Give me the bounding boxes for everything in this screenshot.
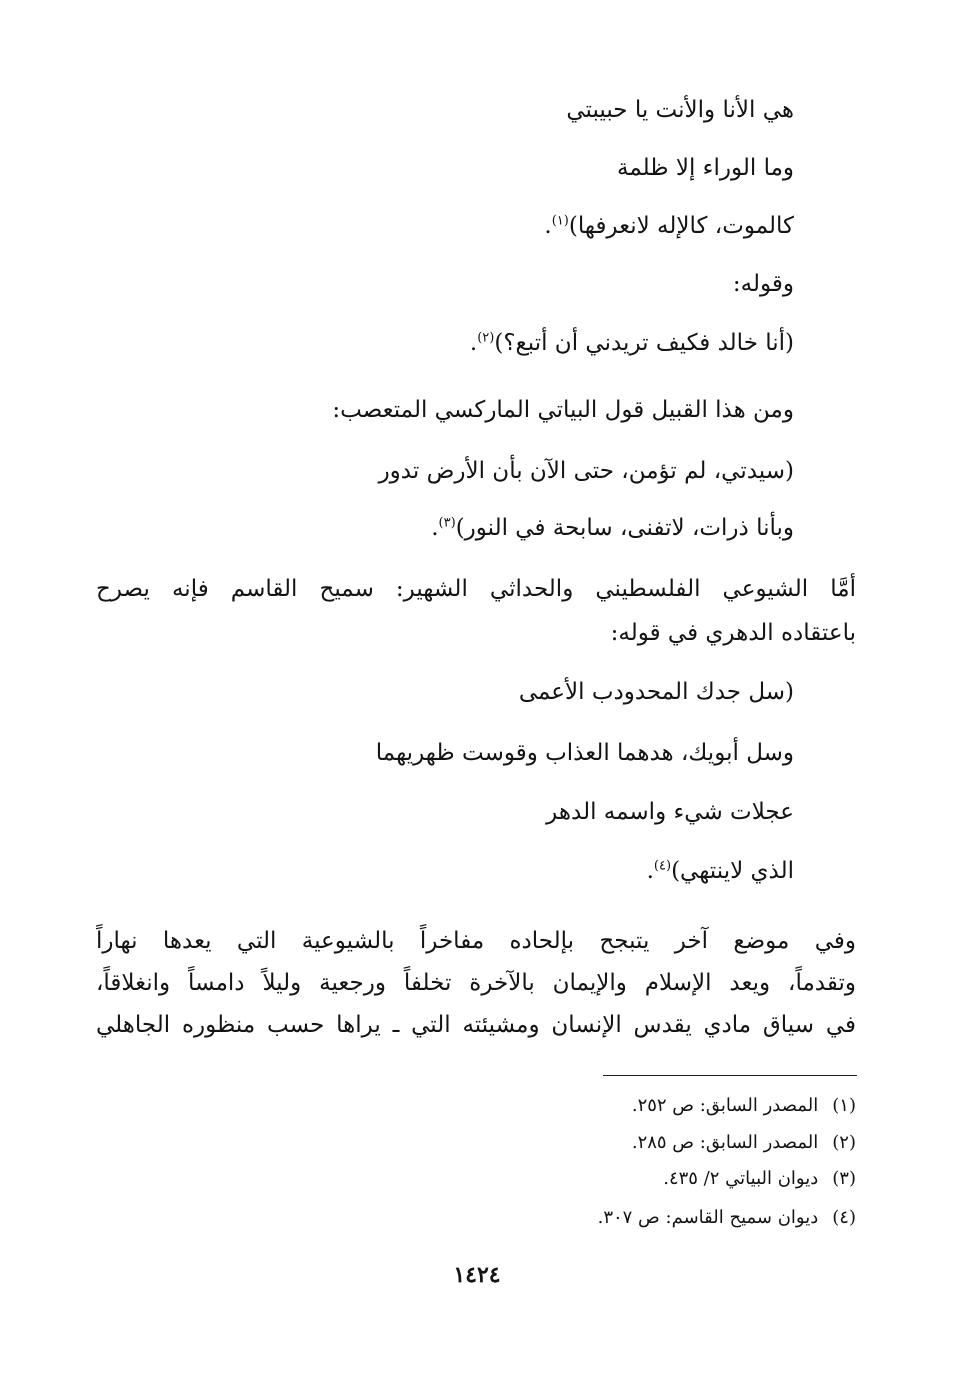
footnote-ref: (٣) <box>438 515 456 531</box>
footnote-number: (١) <box>832 1095 856 1116</box>
paragraph-line <box>96 925 856 957</box>
line-text: عجلات شيء واسمه الدهر <box>546 799 794 825</box>
footnote-text: المصدر السابق: ص ٢٥٢. <box>631 1095 819 1116</box>
footnote-ref: (٢) <box>477 330 495 346</box>
prose-line <box>733 268 794 300</box>
footnote <box>598 1205 856 1231</box>
line-text: وفي موضع آخر يتبجح بإلحاده مفاخراً بالشيوعية التي يعدها نهاراً <box>96 928 856 954</box>
line-text: وسل أبويك، هدهما العذاب وقوست ظهريهما <box>375 740 794 766</box>
line-text: (سل جدك المحدودب الأعمى <box>518 679 794 705</box>
paragraph-line <box>611 617 856 649</box>
footnote-number: (٣) <box>832 1168 856 1189</box>
paragraph-line <box>96 1009 856 1041</box>
footnote-divider <box>603 1075 857 1076</box>
line-text: هي الأنا والأنت يا حبيبتي <box>566 97 794 123</box>
verse-line <box>647 855 794 887</box>
line-text: وتقدماً، ويعد الإسلام والإيمان بالآخرة تخلفاً ورجعية وليلاً دامساً وانغلاقاً، <box>96 970 856 996</box>
footnote <box>632 1130 856 1156</box>
footnote-number: (٢) <box>832 1132 856 1153</box>
line-tail: . <box>431 515 439 541</box>
footnote-ref: (١) <box>551 213 569 229</box>
verse-line <box>546 796 794 828</box>
footnote <box>663 1166 856 1192</box>
paragraph-line <box>96 967 856 999</box>
line-text: وبأنا ذرات، لاتفنى، سابحة في النور) <box>455 515 794 541</box>
line-tail: . <box>646 858 654 884</box>
verse-line <box>544 210 794 242</box>
line-text: باعتقاده الدهري في قوله: <box>610 620 856 646</box>
verse-line <box>431 512 794 544</box>
line-text: في سياق مادي يقدس الإنسان ومشيئته التي ـ يراها حسب منظوره الجاهلي <box>96 1012 856 1038</box>
page-number: ١٤٢٤ <box>453 1262 501 1288</box>
prose-line <box>332 394 794 426</box>
paragraph-line <box>96 573 856 605</box>
line-tail: . <box>469 330 478 356</box>
line-text: (أنا خالد فكيف تريدني أن أتبع؟) <box>494 330 794 356</box>
footnote-ref: (٤) <box>653 858 672 874</box>
line-text: كالموت، كالإله لانعرفها) <box>568 213 794 239</box>
line-tail: . <box>544 213 552 239</box>
line-text: ومن هذا القبيل قول البياتي الماركسي المتعصب: <box>332 397 794 423</box>
line-text: (سيدتي، لم تؤمن، حتى الآن بأن الأرض تدور <box>378 458 794 484</box>
verse-line <box>376 737 794 769</box>
verse-line <box>566 94 794 126</box>
verse-line <box>379 455 794 487</box>
footnote-text: ديوان سميح القاسم: ص ٣٠٧. <box>597 1207 819 1228</box>
footnote-number: (٤) <box>832 1207 856 1228</box>
verse-line <box>519 676 794 708</box>
footnote-text: ديوان البياتي ٢/ ٤٣٥. <box>663 1168 819 1189</box>
line-text: الذي لاينتهي) <box>671 858 794 884</box>
line-text: وما الوراء إلا ظلمة <box>616 155 794 181</box>
verse-line <box>470 327 794 359</box>
footnote-text: المصدر السابق: ص ٢٨٥. <box>631 1132 819 1153</box>
line-text: وقوله: <box>732 271 794 297</box>
verse-line <box>617 152 794 184</box>
line-text: أمَّا الشيوعي الفلسطيني والحداثي الشهير: سميح القاسم فإنه يصرح <box>96 576 856 602</box>
footnote <box>632 1093 856 1119</box>
